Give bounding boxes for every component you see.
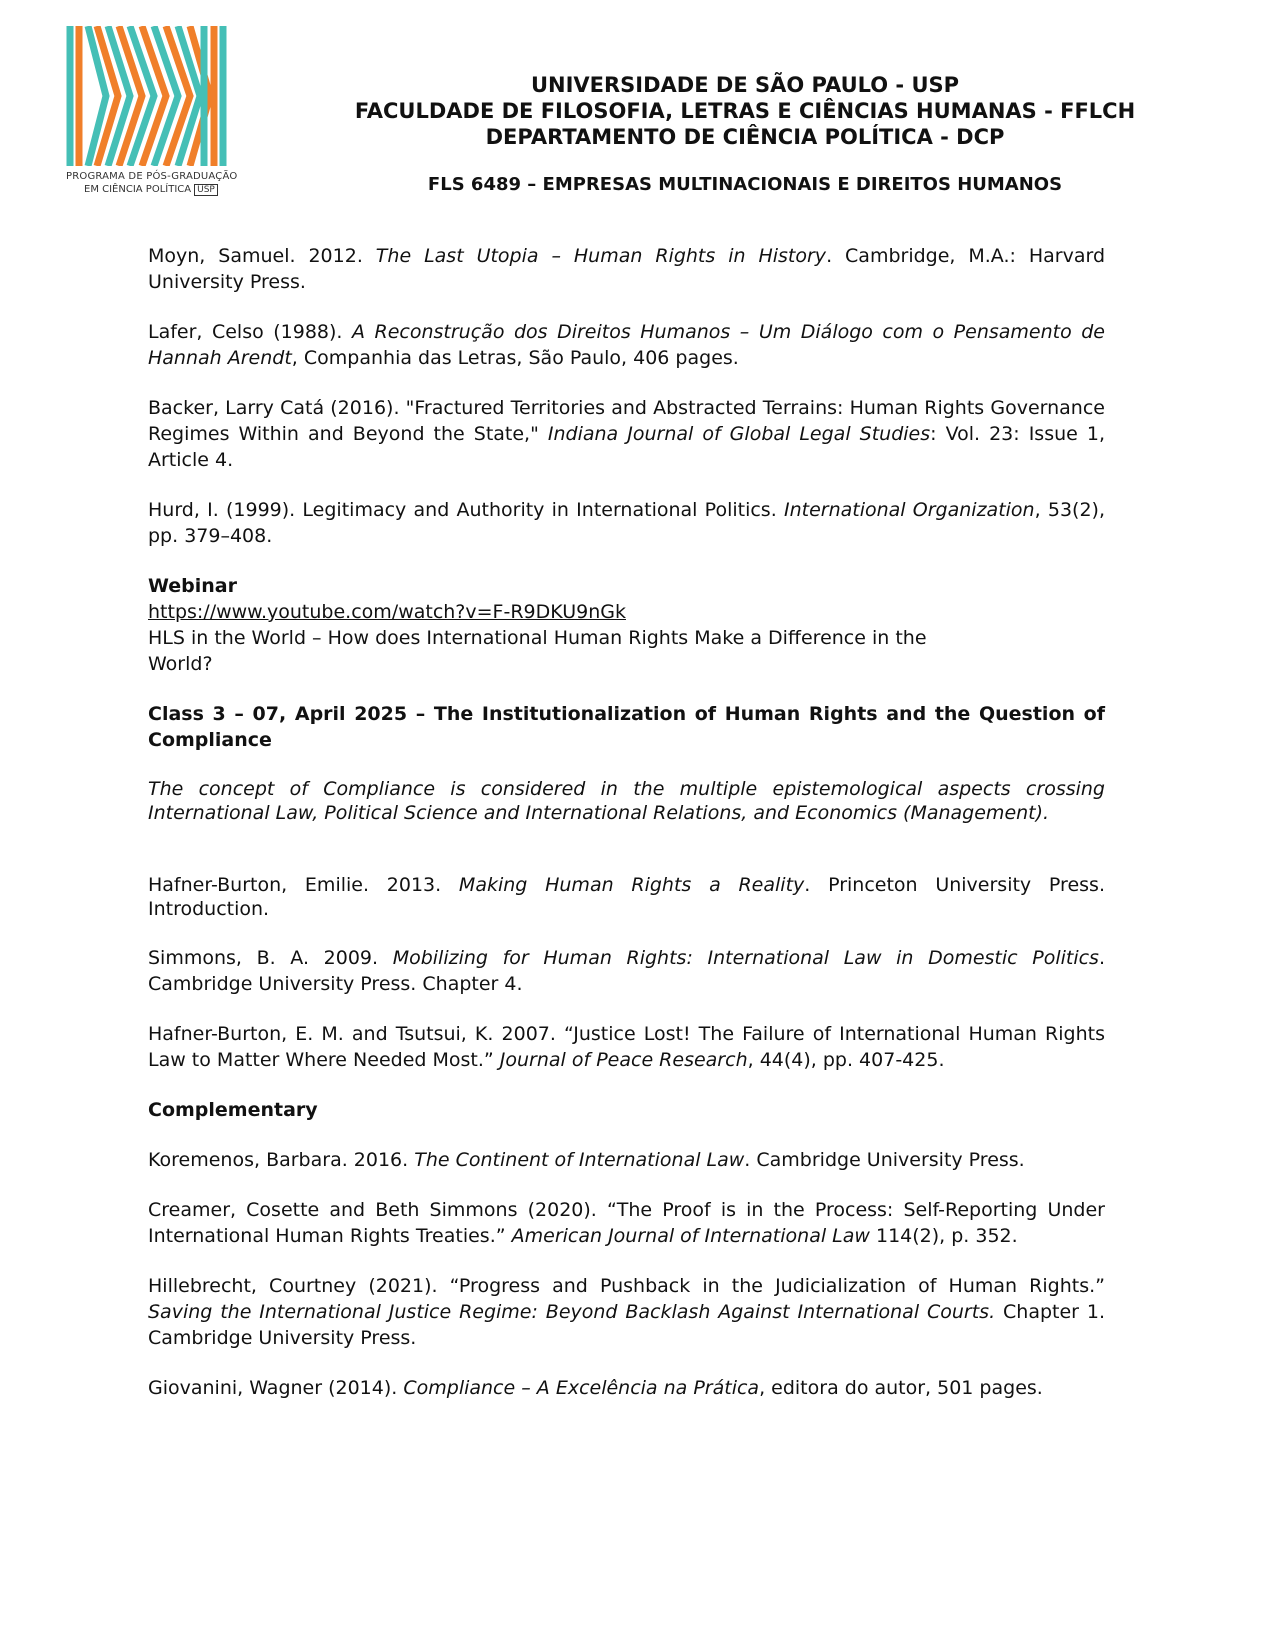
reference-item <box>148 945 1105 997</box>
reference-item <box>148 1273 1105 1351</box>
ref-text: Hillebrecht, Courtney (2021). “Progress and Pushback in the Judicialization of Human Rights.” <box>148 1275 1105 1297</box>
class3-note: The concept of Compliance is considered in the multiple epistemological aspects crossing International Law, Political Science and International Relations, and Economics (Management). <box>148 778 1105 824</box>
class3-heading: Class 3 – 07, April 2025 – The Institutionalization of Human Rights and the Question of Compliance <box>148 703 1105 751</box>
ref-text: , editora do autor, 501 pages. <box>759 1377 1043 1399</box>
ref-title: The Last Utopia – Human Rights in History <box>375 245 827 267</box>
ref-text: Koremenos, Barbara. 2016. <box>148 1149 415 1171</box>
ref-text: 114(2), p. 352. <box>869 1225 1018 1247</box>
reference-item <box>148 395 1105 473</box>
ref-text: Creamer, Cosette and Beth Simmons (2020). “The Proof is in the Process: Self-Reporting Under International Human Rights Treaties.” <box>148 1199 1105 1247</box>
ref-title: Indiana Journal of Global Legal Studies <box>547 423 931 445</box>
reference-item <box>148 1021 1105 1073</box>
ref-text: , Companhia das Letras, São Paulo, 406 pages. <box>291 347 739 369</box>
reference-item <box>148 243 1105 295</box>
ref-text: , 53(2), pp. 379–408. <box>148 499 1105 547</box>
ref-title: The Continent of International Law <box>414 1149 745 1171</box>
webinar-link[interactable]: https://www.youtube.com/watch?v=F-R9DKU9nGk <box>148 601 626 623</box>
faculty-title: FACULDADE DE FILOSOFIA, LETRAS E CIÊNCIAS HUMANAS - FFLCH <box>354 99 1136 123</box>
reference-item <box>148 873 1105 921</box>
webinar-title-line2: World? <box>148 653 213 675</box>
ref-text: Hurd, I. (1999). Legitimacy and Authority in International Politics. <box>148 499 784 521</box>
ref-title: A Reconstrução dos Direitos Humanos – Um Diálogo com o Pensamento de Hannah Arendt <box>148 321 1105 369</box>
logo-caption-line2 <box>84 184 234 196</box>
ref-text: Moyn, Samuel. 2012. <box>148 245 376 267</box>
ref-text: Hafner-Burton, Emilie. 2013. <box>148 874 459 896</box>
logo-chevron-graphic <box>66 26 228 166</box>
ref-text: Hafner-Burton, E. M. and Tsutsui, K. 2007. “Justice Lost! The Failure of International Human Rights Law to Matter Where Needed Most.” <box>148 1023 1105 1071</box>
ref-text: . Cambridge, M.A.: Harvard University Press. <box>148 245 1106 293</box>
ref-text: Chapter 1. Cambridge University Press. <box>148 1301 1105 1349</box>
usp-mark: USP <box>194 184 218 196</box>
ref-title: Saving the International Justice Regime: Beyond Backlash Against International Courts. <box>148 1301 996 1323</box>
ref-text: Simmons, B. A. 2009. <box>148 947 393 969</box>
ref-text: . Cambridge University Press. <box>744 1149 1025 1171</box>
logo-caption-line1: PROGRAMA DE PÓS-GRADUAÇÃO <box>66 171 238 182</box>
ref-text: Lafer, Celso (1988). <box>148 321 352 343</box>
ref-text: , 44(4), pp. 407-425. <box>747 1049 945 1071</box>
course-title: FLS 6489 – EMPRESAS MULTINACIONAIS E DIREITOS HUMANOS <box>427 174 1063 195</box>
reference-item <box>148 1375 1105 1401</box>
ref-title: Journal of Peace Research <box>499 1049 748 1071</box>
ref-text: . Princeton University Press. Introduction. <box>148 874 1105 920</box>
reference-item <box>148 1147 1105 1173</box>
ref-text: . Cambridge University Press. Chapter 4. <box>148 947 1105 995</box>
department-title: DEPARTAMENTO DE CIÊNCIA POLÍTICA - DCP <box>485 125 1005 149</box>
ref-text: Giovanini, Wagner (2014). <box>148 1377 404 1399</box>
ref-title: Mobilizing for Human Rights: International Law in Domestic Politics <box>392 947 1099 969</box>
ref-title: Making Human Rights a Reality <box>458 874 805 896</box>
logo-caption-text: EM CIÊNCIA POLÍTICA <box>84 184 192 195</box>
program-logo <box>66 26 238 206</box>
reference-item <box>148 497 1105 549</box>
ref-title: International Organization <box>783 499 1035 521</box>
webinar-title-line1: HLS in the World – How does International Human Rights Make a Difference in the <box>148 627 927 649</box>
reference-item <box>148 319 1105 371</box>
ref-title: American Journal of International Law <box>511 1225 870 1247</box>
ref-text: Backer, Larry Catá (2016). "Fractured Territories and Abstracted Terrains: Human Rights Governance Regimes Within and Beyond the State," <box>148 397 1105 445</box>
webinar-section <box>148 573 1105 677</box>
ref-title: Compliance – A Excelência na Prática <box>403 1377 760 1399</box>
reference-item <box>148 1197 1105 1249</box>
ref-text: : Vol. 23: Issue 1, Article 4. <box>148 423 1105 471</box>
university-title: UNIVERSIDADE DE SÃO PAULO - USP <box>530 73 960 97</box>
document-body <box>148 243 1105 1425</box>
webinar-heading: Webinar <box>148 575 237 597</box>
complementary-heading: Complementary <box>148 1099 318 1121</box>
